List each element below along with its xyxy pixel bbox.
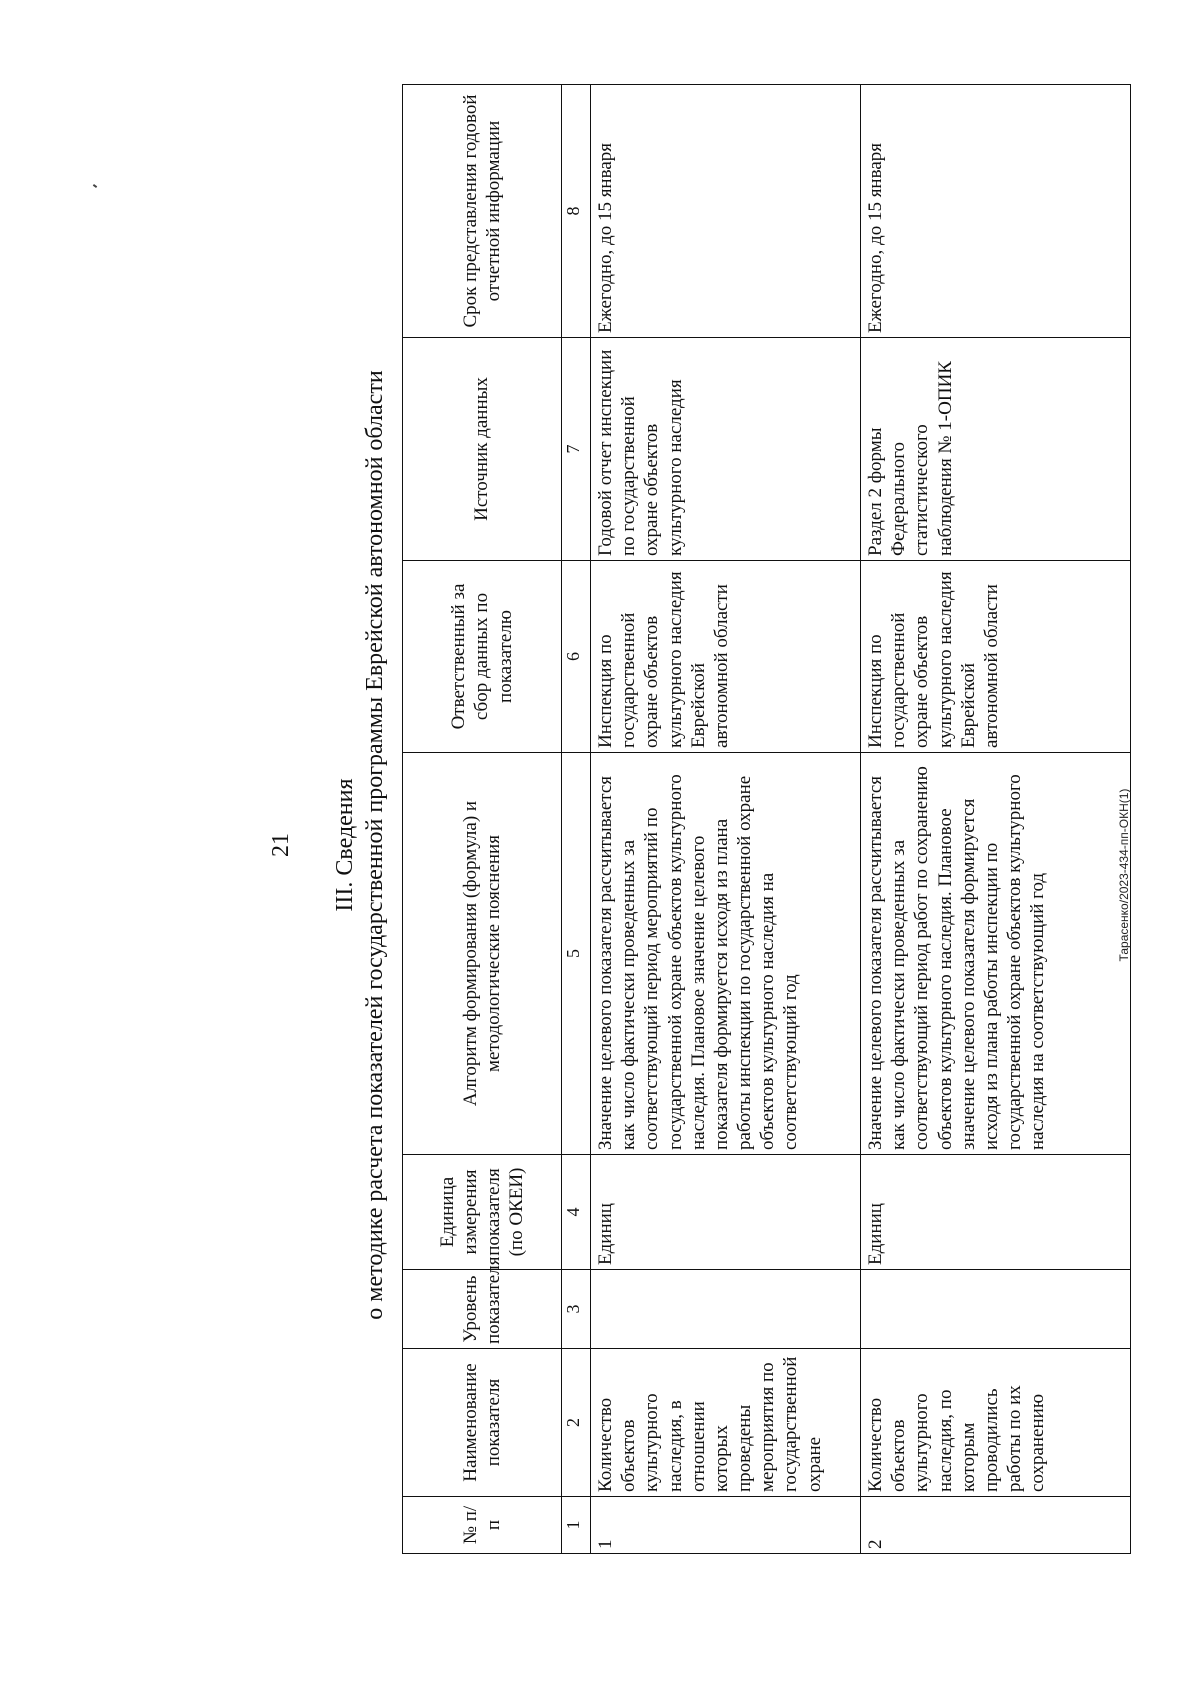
column-number: 5 — [562, 753, 591, 1155]
table-header-row — [403, 85, 562, 1554]
indicator-responsible: Инспекция по государственной охране объектов культурного наследия Еврейской автономной области — [861, 561, 1131, 753]
column-number: 4 — [562, 1155, 591, 1270]
header-cell: Алгоритм формирования (формула) и методологические пояснения — [403, 753, 562, 1155]
indicator-level — [861, 1270, 1131, 1349]
indicator-deadline: Ежегодно, до 15 января — [591, 85, 861, 338]
indicator-algorithm: Значение целевого показателя рассчитывается как число фактически проведенных за соответствующий период работ по сохранению объектов культурного наследия. Плановое значение целевого показателя формируется исходя из плана работы инспекции по государственной охране объектов культурного наследия на соответствующий год — [861, 753, 1131, 1155]
section-subtitle: о методике расчета показателей государственной программы Еврейской автономной области — [362, 370, 388, 1320]
header-cell: Срок представления годовой отчетной информации — [403, 85, 562, 338]
header-cell: Ответственный за сбор данных по показателю — [403, 561, 562, 753]
column-number: 6 — [562, 561, 591, 753]
indicator-name: Количество объектов культурного наследия, в отношении которых проведены мероприятия по государственной охране — [591, 1349, 861, 1497]
header-cell: Уровень показателя — [403, 1270, 562, 1349]
indicator-level — [591, 1270, 861, 1349]
rotated-page-content — [220, 85, 1049, 1605]
header-cell: Наименование показателя — [403, 1349, 562, 1497]
column-number: 8 — [562, 85, 591, 338]
indicator-unit: Единиц — [591, 1155, 861, 1270]
header-cell: № п/п — [403, 1497, 562, 1554]
section-title: III. Сведения — [332, 778, 358, 912]
page-number: 21 — [268, 833, 294, 857]
document-code-text: Тарасенко/2023-434-пп-ОКН(1) — [1117, 788, 1131, 962]
table-row — [591, 85, 861, 1554]
indicator-source: Раздел 2 формы Федерального статистического наблюдения № 1-ОПИК — [861, 338, 1131, 561]
column-number: 7 — [562, 338, 591, 561]
indicator-deadline: Ежегодно, до 15 января — [861, 85, 1131, 338]
indicator-algorithm: Значение целевого показателя рассчитывается как число фактически проведенных за соответствующий период мероприятий по государственной охране объектов культурного наследия. Плановое значение целевого показателя формируется исходя из плана работы инспекции по государственной охране объектов культурного наследия на соответствующий год — [591, 753, 861, 1155]
table-row — [861, 85, 1131, 1554]
row-number: 2 — [861, 1497, 1131, 1554]
column-number: 2 — [562, 1349, 591, 1497]
column-number: 1 — [562, 1497, 591, 1554]
indicator-source: Годовой отчет инспекции по государственной охране объектов культурного наследия — [591, 338, 861, 561]
column-number-row — [562, 85, 591, 1554]
row-number: 1 — [591, 1497, 861, 1554]
header-cell: Единица измерения показателя (по ОКЕИ) — [403, 1155, 562, 1270]
header-cell: Источник данных — [403, 338, 562, 561]
indicator-unit: Единиц — [861, 1155, 1131, 1270]
scan-mark — [93, 184, 97, 188]
indicator-name: Количество объектов культурного наследия, по которым проводились работы по их сохранению — [861, 1349, 1131, 1497]
methodology-table — [402, 84, 1131, 1554]
column-number: 3 — [562, 1270, 591, 1349]
indicator-responsible: Инспекция по государственной охране объектов культурного наследия Еврейской автономной области — [591, 561, 861, 753]
document-code — [1116, 340, 1138, 1410]
